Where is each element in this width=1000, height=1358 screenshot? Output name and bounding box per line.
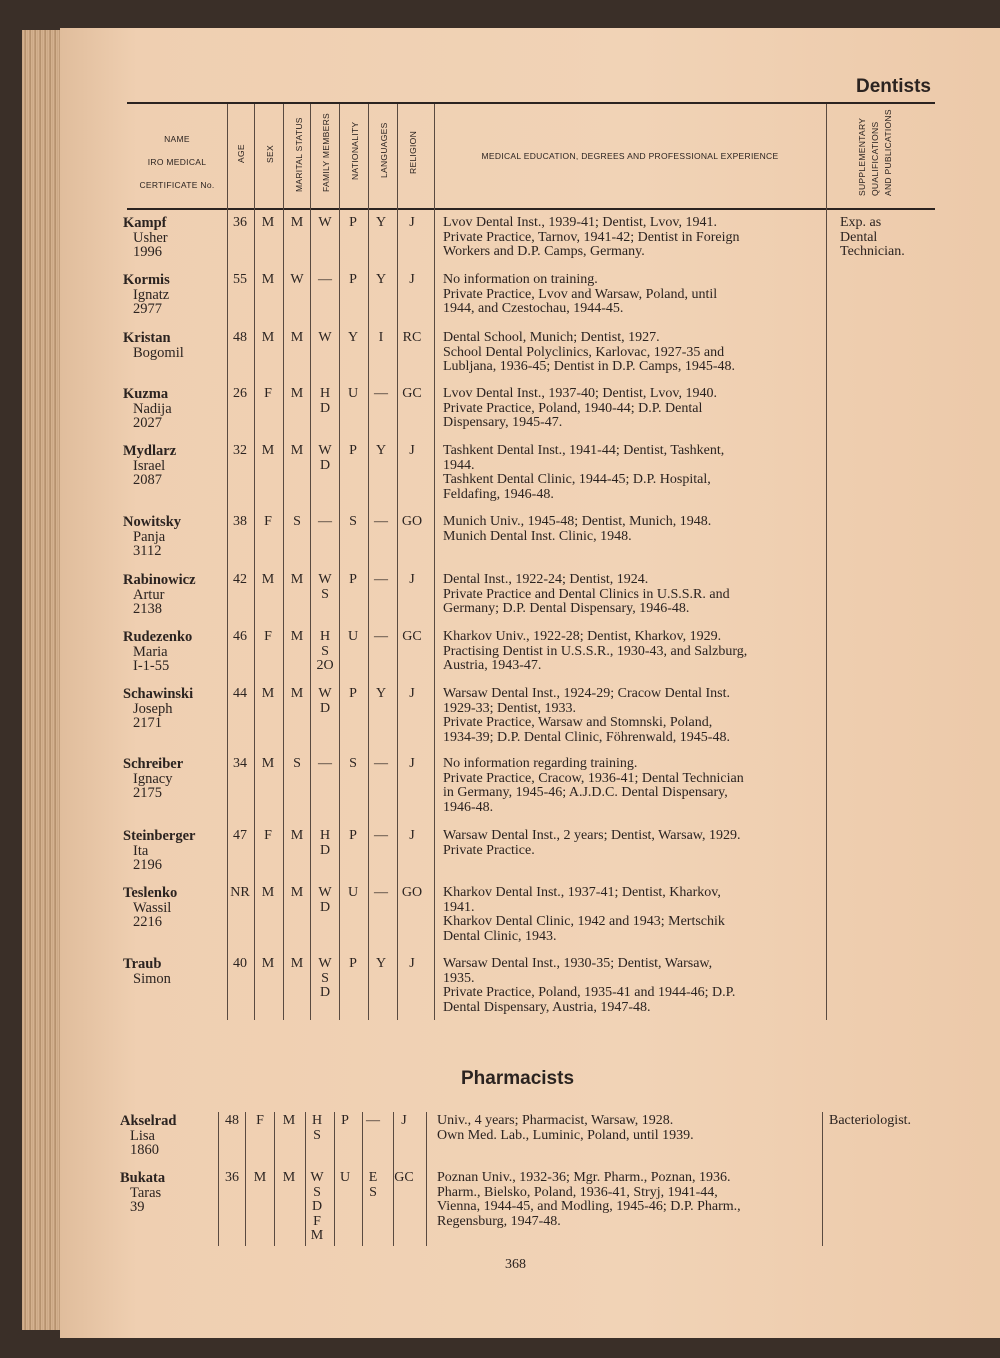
family-members-cell	[309, 687, 341, 716]
family-members-cell	[309, 630, 341, 674]
family-member-code: S	[313, 1127, 321, 1143]
entry-name-block	[123, 757, 183, 801]
nationality-cell: S	[349, 756, 357, 771]
family-member-code: W	[318, 330, 332, 345]
family-member-code: D	[319, 700, 331, 716]
education-experience-cell	[443, 331, 821, 375]
description-line: Tashkent Dental Inst., 1941-44; Dentist, Tashkent,	[443, 443, 725, 458]
religion-cell: J	[409, 828, 415, 843]
education-experience-cell	[443, 216, 821, 260]
description-line: Private Practice, Tarnov, 1941-42; Dentist in Foreign	[443, 229, 740, 245]
description-line: Warsaw Dental Inst., 2 years; Dentist, Warsaw, 1929.	[443, 828, 741, 843]
given-name: Joseph	[133, 700, 173, 717]
marital-cell: M	[290, 330, 304, 345]
entry-name-block	[123, 829, 195, 873]
religion-cell: J	[409, 686, 415, 701]
age-cell: 42	[233, 572, 247, 587]
description-line: Germany; D.P. Dental Dispensary, 1946-48.	[443, 601, 690, 616]
entry-name-block	[123, 444, 176, 488]
family-member-code: M	[310, 1228, 324, 1243]
description-line: Munich Univ., 1945-48; Dentist, Munich, 1948.	[443, 514, 712, 529]
certificate-number: 39	[130, 1199, 145, 1215]
sex-cell: M	[261, 572, 275, 587]
sex-cell: F	[264, 386, 272, 401]
description-line: Regensburg, 1947-48.	[437, 1213, 561, 1229]
age-cell: 36	[233, 215, 247, 230]
given-name: Simon	[133, 970, 171, 987]
surname: Teslenko	[123, 885, 178, 901]
age-cell: 32	[233, 443, 247, 458]
dentist-column-divider	[434, 104, 435, 1020]
education-experience-cell	[443, 957, 821, 1015]
languages-cell: E S	[368, 1170, 378, 1200]
description-line: Own Med. Lab., Luminic, Poland, until 1939.	[437, 1127, 694, 1143]
given-name: Taras	[130, 1184, 162, 1201]
nationality-cell: P	[349, 443, 357, 458]
entry-name-block	[120, 1114, 176, 1158]
marital-cell: M	[290, 956, 304, 971]
description-line: 1946-48.	[443, 799, 494, 815]
certificate-number: 2196	[133, 857, 162, 873]
religion-cell: GO	[401, 514, 423, 529]
certificate-number: I-1-55	[133, 658, 170, 674]
marital-cell: M	[282, 1113, 296, 1128]
entry-name-block	[123, 957, 171, 986]
religion-cell: GC	[402, 386, 422, 401]
religion-cell: J	[409, 756, 415, 771]
languages-cell: —	[374, 514, 388, 529]
surname: Kristan	[123, 330, 171, 346]
surname: Rabinowicz	[123, 572, 196, 588]
dentist-column-divider	[826, 104, 827, 1020]
surname: Kampf	[123, 215, 167, 231]
description-line: Feldafing, 1946-48.	[443, 486, 554, 502]
description-line: Private Practice, Warsaw and Stomnski, Poland,	[443, 715, 713, 730]
sex-cell: F	[256, 1113, 264, 1128]
family-member-code: S	[313, 1184, 321, 1200]
description-line: Kharkov Dental Clinic, 1942 and 1943; Mertschik	[443, 914, 725, 929]
description-line: Private Practice, Poland, 1935-41 and 1944-46; D.P.	[443, 985, 736, 1000]
description-line: in Germany, 1945-46; A.J.D.C. Dental Dispensary,	[443, 785, 728, 800]
religion-cell: J	[401, 1113, 407, 1128]
family-member-code: H	[319, 629, 331, 644]
age-cell: 26	[233, 386, 247, 401]
nationality-cell: U	[347, 386, 359, 401]
religion-cell: J	[409, 443, 415, 458]
surname: Nowitsky	[123, 514, 182, 530]
section-title-dentists: Dentists	[856, 76, 931, 97]
description-line: Kharkov Univ., 1922-28; Dentist, Kharkov, 1929.	[443, 629, 722, 644]
languages-cell: Y	[375, 215, 387, 230]
family-members-cell	[309, 216, 341, 231]
family-members-cell	[301, 1171, 333, 1244]
description-line: Dispensary, 1945-47.	[443, 415, 563, 430]
description-line: Lvov Dental Inst., 1937-40; Dentist, Lvov, 1940.	[443, 386, 718, 401]
sex-cell: M	[261, 272, 275, 287]
age-cell: 44	[233, 686, 247, 701]
family-member-code: W	[318, 215, 332, 230]
given-name: Bogomil	[133, 344, 184, 361]
dentist-column-divider	[310, 104, 311, 1020]
entry-name-block	[123, 515, 181, 559]
family-member-code: D	[311, 1199, 323, 1214]
description-line: Dental Inst., 1922-24; Dentist, 1924.	[443, 572, 649, 587]
family-members-cell	[309, 444, 341, 473]
nationality-cell: U	[339, 1170, 351, 1185]
age-cell: 38	[233, 514, 247, 529]
description-line: Warsaw Dental Inst., 1930-35; Dentist, Warsaw,	[443, 956, 713, 971]
languages-cell: —	[366, 1113, 380, 1128]
family-members-cell	[309, 273, 341, 288]
marital-cell: S	[293, 514, 301, 529]
education-experience-cell	[437, 1114, 815, 1143]
family-member-code: W	[318, 885, 332, 900]
languages-cell: —	[374, 629, 388, 644]
given-name: Ignatz	[133, 286, 170, 303]
description-line: 1941.	[443, 899, 475, 915]
supplementary-column-header: QUALIFICATIONS	[870, 121, 880, 196]
sex-cell: M	[261, 330, 275, 345]
nationality-cell: Y	[347, 330, 359, 345]
description-line: Warsaw Dental Inst., 1924-29; Cracow Dental Inst.	[443, 686, 730, 701]
description-line: School Dental Polyclinics, Karlovac, 1927-35 and	[443, 344, 725, 360]
surname: Schawinski	[123, 686, 194, 702]
given-name: Usher	[133, 229, 168, 246]
family-member-code: —	[318, 514, 332, 529]
description-line: Dental Clinic, 1943.	[443, 928, 557, 944]
languages-cell: —	[374, 756, 388, 771]
marital-cell: M	[290, 686, 304, 701]
supplementary-line: Dental	[840, 229, 878, 245]
description-line: Munich Dental Inst. Clinic, 1948.	[443, 528, 632, 544]
surname: Steinberger	[123, 828, 196, 844]
entry-name-block	[123, 886, 177, 930]
nationality-cell: P	[349, 272, 357, 287]
sex-cell: F	[264, 828, 272, 843]
dentist-column-divider	[368, 104, 369, 1020]
family-member-code: S	[321, 586, 329, 602]
education-experience-cell	[443, 444, 821, 502]
marital-status-column-header: MARITAL STATUS	[294, 117, 304, 192]
family-members-cell	[301, 1114, 333, 1143]
family-member-code: D	[319, 457, 331, 473]
description-line: No information on training.	[443, 272, 598, 287]
certificate-number: 1996	[133, 244, 162, 260]
nationality-cell: P	[349, 956, 357, 971]
description-line: Lvov Dental Inst., 1939-41; Dentist, Lvov, 1941.	[443, 215, 718, 230]
given-name: Panja	[133, 528, 166, 545]
marital-cell: M	[290, 215, 304, 230]
name-header-line: IRO MEDICAL	[147, 157, 207, 167]
family-member-code: —	[318, 272, 332, 287]
name-header-line: CERTIFICATE No.	[139, 180, 215, 190]
entry-name-block	[123, 687, 193, 731]
certificate-number: 2171	[133, 715, 162, 731]
family-members-cell	[309, 957, 341, 1001]
age-cell: 34	[233, 756, 247, 771]
surname: Kormis	[123, 272, 170, 288]
education-experience-cell	[443, 886, 821, 944]
languages-column-header: LANGUAGES	[379, 122, 389, 178]
surname: Bukata	[120, 1170, 166, 1186]
age-column-header: AGE	[236, 144, 246, 163]
sex-column-header: SEX	[265, 145, 275, 163]
family-members-cell	[309, 886, 341, 915]
surname: Traub	[123, 956, 162, 972]
description-line: Private Practice, Poland, 1940-44; D.P. Dental	[443, 400, 703, 416]
given-name: Ignacy	[133, 770, 173, 787]
languages-cell: —	[374, 885, 388, 900]
family-members-cell	[309, 829, 341, 858]
description-line: Lubljana, 1936-45; Dentist in D.P. Camps, 1945-48.	[443, 359, 736, 374]
page-number: 368	[505, 1257, 526, 1272]
description-line: Poznan Univ., 1932-36; Mgr. Pharm., Poznan, 1936.	[437, 1170, 731, 1185]
certificate-number: 1860	[130, 1142, 159, 1158]
entry-name-block	[123, 273, 170, 317]
age-cell: 55	[233, 272, 247, 287]
entry-name-block	[123, 573, 196, 617]
description-line: Private Practice.	[443, 842, 535, 858]
age-cell: 46	[233, 629, 247, 644]
marital-cell: W	[290, 272, 304, 287]
dentist-column-divider	[227, 104, 228, 1020]
family-members-cell	[309, 387, 341, 416]
family-member-code: D	[319, 985, 331, 1000]
education-experience-cell	[443, 515, 821, 544]
entry-name-block	[123, 387, 172, 431]
age-cell: 36	[225, 1170, 239, 1185]
given-name: Ita	[133, 842, 149, 859]
description-line: 1944, and Czestochau, 1944-45.	[443, 301, 624, 316]
description-line: Tashkent Dental Clinic, 1944-45; D.P. Hospital,	[443, 472, 711, 487]
dentist-column-divider	[283, 104, 284, 1020]
dentist-column-divider	[397, 104, 398, 1020]
description-line: 1934-39; D.P. Dental Clinic, Föhrenwald, 1945-48.	[443, 729, 730, 745]
family-member-code: —	[318, 756, 332, 771]
sex-cell: M	[261, 885, 275, 900]
nationality-column-header: NATIONALITY	[350, 121, 360, 180]
education-experience-cell	[443, 687, 821, 745]
nationality-cell: P	[349, 828, 357, 843]
surname: Mydlarz	[123, 443, 177, 459]
age-cell: 40	[233, 956, 247, 971]
entry-name-block	[123, 216, 168, 260]
certificate-number: 2138	[133, 601, 162, 617]
description-line: 1935.	[443, 970, 475, 986]
languages-cell: Y	[375, 443, 387, 458]
education-experience-cell	[443, 630, 821, 674]
family-member-code: D	[319, 899, 331, 915]
entry-name-block	[123, 331, 184, 360]
certificate-number: 2087	[133, 472, 162, 488]
age-cell: 48	[225, 1113, 239, 1128]
marital-cell: M	[290, 443, 304, 458]
religion-cell: J	[409, 272, 415, 287]
given-name: Israel	[133, 457, 166, 474]
name-column-header	[127, 128, 227, 197]
family-member-code: 2O	[316, 658, 334, 673]
description-line: Private Practice and Dental Clinics in U.S.S.R. and	[443, 586, 730, 602]
age-cell: 48	[233, 330, 247, 345]
section-title-pharmacists: Pharmacists	[461, 1068, 575, 1089]
religion-cell: GC	[402, 629, 422, 644]
sex-cell: M	[261, 215, 275, 230]
pharmacist-column-divider	[426, 1112, 427, 1246]
certificate-number: 2977	[133, 301, 162, 317]
religion-column-header: RELIGION	[408, 130, 418, 174]
family-members-cell	[309, 757, 341, 772]
supplementary-cell	[840, 216, 905, 260]
sex-cell: M	[253, 1170, 267, 1185]
languages-cell: I	[378, 330, 384, 345]
header-bottom-rule	[127, 208, 935, 210]
religion-cell: GC	[394, 1170, 414, 1185]
sex-cell: M	[261, 443, 275, 458]
description-line: Kharkov Dental Inst., 1937-41; Dentist, Kharkov,	[443, 885, 721, 900]
pharmacist-column-divider	[822, 1112, 823, 1246]
sex-cell: M	[261, 956, 275, 971]
languages-cell: Y	[375, 272, 387, 287]
religion-cell: RC	[402, 330, 422, 345]
marital-cell: M	[290, 885, 304, 900]
given-name: Nadija	[133, 400, 172, 417]
education-experience-cell	[443, 573, 821, 617]
nationality-cell: U	[347, 629, 359, 644]
description-line: Univ., 4 years; Pharmacist, Warsaw, 1928.	[437, 1113, 674, 1128]
description-line: 1944.	[443, 457, 475, 473]
nationality-cell: P	[349, 215, 357, 230]
nationality-cell: S	[349, 514, 357, 529]
family-members-cell	[309, 573, 341, 602]
supplementary-line: Technician.	[840, 244, 905, 259]
sex-cell: F	[264, 629, 272, 644]
marital-cell: M	[290, 629, 304, 644]
languages-cell: —	[374, 572, 388, 587]
header-top-rule	[127, 102, 935, 104]
entry-name-block	[120, 1171, 165, 1215]
surname: Akselrad	[120, 1113, 177, 1129]
family-member-code: F	[313, 1213, 321, 1229]
marital-cell: M	[290, 386, 304, 401]
education-experience-cell	[437, 1171, 815, 1229]
description-line: 1929-33; Dentist, 1933.	[443, 700, 576, 716]
nationality-cell: P	[349, 572, 357, 587]
description-line: Vienna, 1944-45, and Modling, 1945-46; D.P. Pharm.,	[437, 1199, 741, 1214]
description-line: Private Practice, Lvov and Warsaw, Poland, until	[443, 286, 718, 302]
supplementary-line: Exp. as	[840, 215, 882, 230]
education-experience-cell	[443, 829, 821, 858]
religion-cell: J	[409, 572, 415, 587]
marital-cell: S	[293, 756, 301, 771]
age-cell: 47	[233, 828, 247, 843]
languages-cell: —	[374, 386, 388, 401]
given-name: Artur	[133, 586, 165, 603]
certificate-number: 2175	[133, 785, 162, 801]
family-member-code: W	[318, 686, 332, 701]
supplementary-column-header: SUPPLEMENTARY	[857, 117, 867, 196]
family-member-code: H	[311, 1113, 323, 1128]
given-name: Lisa	[130, 1127, 155, 1144]
certificate-number: 2216	[133, 914, 162, 930]
languages-cell: Y	[375, 956, 387, 971]
surname: Kuzma	[123, 386, 169, 402]
dentist-column-divider	[339, 104, 340, 1020]
description-line: Pharm., Bielsko, Poland, 1936-41, Stryj, 1941-44,	[437, 1184, 718, 1200]
family-members-cell	[309, 515, 341, 530]
sex-cell: M	[261, 686, 275, 701]
religion-cell: J	[409, 956, 415, 971]
certificate-number: 2027	[133, 415, 162, 431]
education-experience-cell	[443, 387, 821, 431]
education-experience-cell	[443, 757, 821, 815]
entry-name-block	[123, 630, 192, 674]
family-member-code: S	[321, 643, 329, 659]
education-column-header: MEDICAL EDUCATION, DEGREES AND PROFESSIONAL EXPERIENCE	[481, 151, 779, 161]
nationality-cell: U	[347, 885, 359, 900]
description-line: Austria, 1943-47.	[443, 658, 542, 673]
description-line: Dental Dispensary, Austria, 1947-48.	[443, 999, 651, 1015]
supplementary-cell	[829, 1114, 911, 1129]
sex-cell: M	[261, 756, 275, 771]
marital-cell: M	[290, 828, 304, 843]
family-member-code: H	[319, 386, 331, 401]
family-members-column-header: FAMILY MEMBERS	[321, 113, 331, 192]
marital-cell: M	[282, 1170, 296, 1185]
description-line: Private Practice, Cracow, 1936-41; Dental Technician	[443, 770, 744, 786]
surname: Rudezenko	[123, 629, 193, 645]
family-member-code: S	[321, 970, 329, 986]
description-line: Practising Dentist in U.S.S.R., 1930-43, and Salzburg,	[443, 643, 748, 659]
family-member-code: D	[319, 400, 331, 416]
certificate-number: 3112	[133, 543, 162, 559]
surname: Schreiber	[123, 756, 184, 772]
religion-cell: J	[409, 215, 415, 230]
supplementary-column-header: AND PUBLICATIONS	[883, 109, 893, 196]
nationality-cell: P	[349, 686, 357, 701]
sex-cell: F	[264, 514, 272, 529]
family-member-code: W	[318, 572, 332, 587]
age-cell: NR	[230, 885, 250, 900]
family-members-cell	[309, 331, 341, 346]
nationality-cell: P	[341, 1113, 349, 1128]
name-header-line: NAME	[164, 134, 190, 144]
dentist-column-divider	[254, 104, 255, 1020]
description-line: Workers and D.P. Camps, Germany.	[443, 244, 645, 259]
family-member-code: W	[310, 1170, 324, 1185]
education-experience-cell	[443, 273, 821, 317]
given-name: Maria	[133, 643, 168, 660]
description-line: Dental School, Munich; Dentist, 1927.	[443, 330, 660, 345]
family-member-code: H	[319, 828, 331, 843]
marital-cell: M	[290, 572, 304, 587]
given-name: Wassil	[133, 899, 172, 916]
supplementary-line: Bacteriologist.	[829, 1113, 912, 1128]
languages-cell: —	[374, 828, 388, 843]
family-member-code: W	[318, 443, 332, 458]
family-member-code: W	[318, 956, 332, 971]
family-member-code: D	[319, 842, 331, 858]
description-line: No information regarding training.	[443, 756, 638, 771]
religion-cell: GO	[401, 885, 423, 900]
languages-cell: Y	[375, 686, 387, 701]
